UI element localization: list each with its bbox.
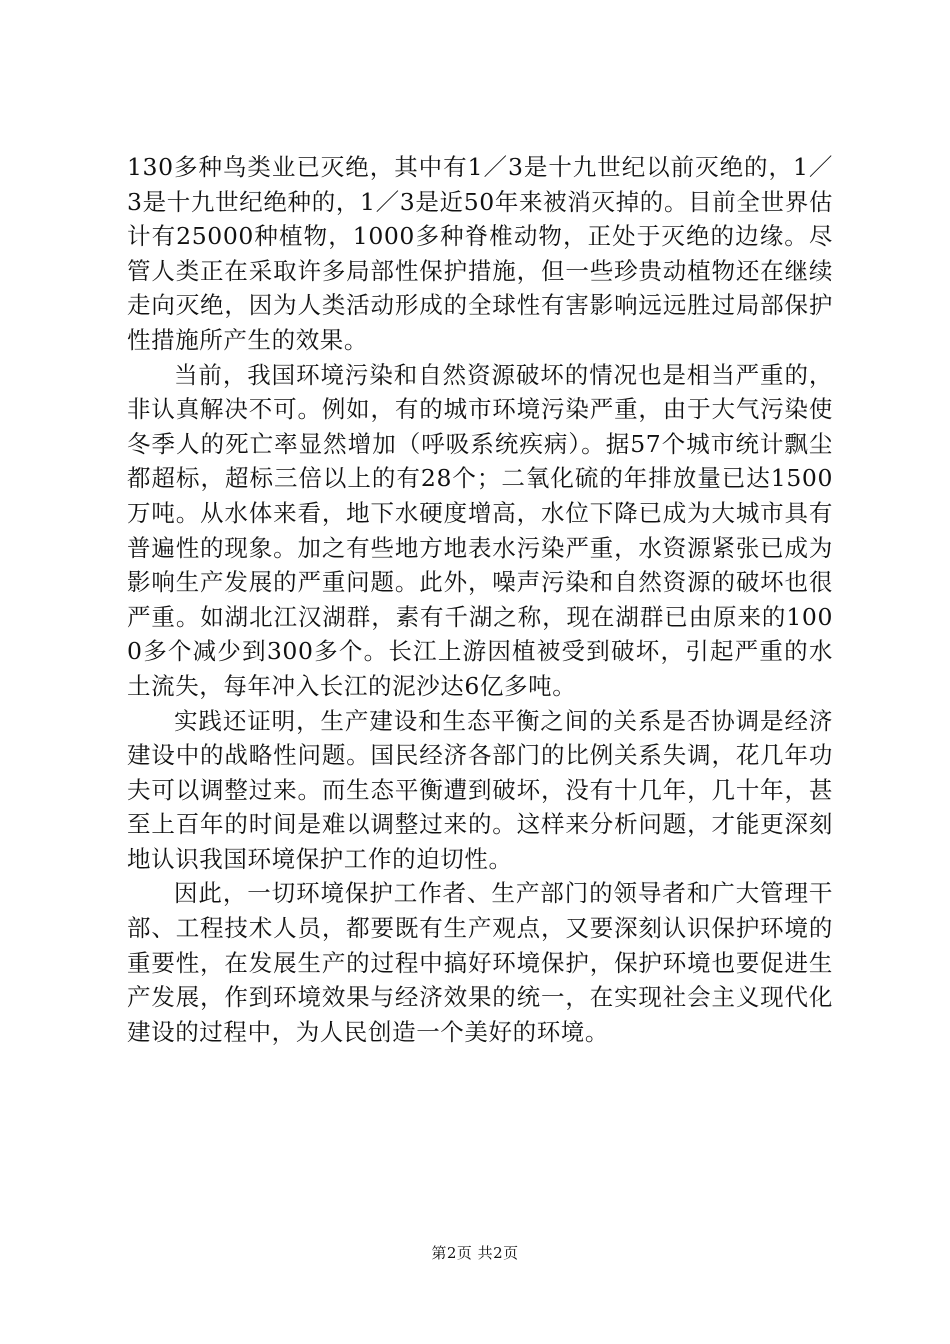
paragraph-2: 当前，我国环境污染和自然资源破坏的情况也是相当严重的，非认真解决不可。例如，有的城市环境污染严重，由于大气污染使冬季人的死亡率显然增加（呼吸系统疾病）。据57个城市统计飘尘都超标，超标三倍以上的有28个；二氧化硫的年排放量已达1500万吨。从水体来看，地下水硬度增高，水位下降已成为大城市具有普遍性的现象。加之有些地方地表水污染严重，水资源紧张已成为影响生产发展的严重问题。此外，噪声污染和自然资源的破坏也很严重。如湖北江汉湖群，素有千湖之称，现在湖群已由原来的1000多个减少到300多个。长江上游因植被受到破坏，引起严重的水土流失，每年冲入长江的泥沙达6亿多吨。 (127, 360, 833, 700)
paragraph-1: 130多种鸟类业已灭绝，其中有1／3是十九世纪以前灭绝的，1／3是十九世纪绝种的，1／3是近50年来被消灭掉的。目前全世界估计有25000种植物，1000多种脊椎动物，正处于灭绝的边缘。尽管人类正在采取许多局部性保护措施，但一些珍贵动植物还在继续走向灭绝，因为人类活动形成的全球性有害影响远远胜过局部保护性措施所产生的效果。 (127, 153, 833, 354)
paragraph-3: 实践还证明，生产建设和生态平衡之间的关系是否协调是经济建设中的战略性问题。国民经济各部门的比例关系失调，花几年功夫可以调整过来。而生态平衡遭到破坏，没有十几年，几十年，甚至上百年的时间是难以调整过来的。这样来分析问题，才能更深刻地认识我国环境保护工作的迫切性。 (127, 706, 833, 873)
document-body (127, 150, 833, 1049)
page-number-footer: 第2页 共2页 (431, 1244, 519, 1262)
paragraph-4: 因此，一切环境保护工作者、生产部门的领导者和广大管理干部、工程技术人员，都要既有生产观点，又要深刻认识保护环境的重要性，在发展生产的过程中搞好环境保护，保护环境也要促进生产发展，作到环境效果与经济效果的统一，在实现社会主义现代化建设的过程中，为人民创造一个美好的环境。 (127, 879, 833, 1046)
